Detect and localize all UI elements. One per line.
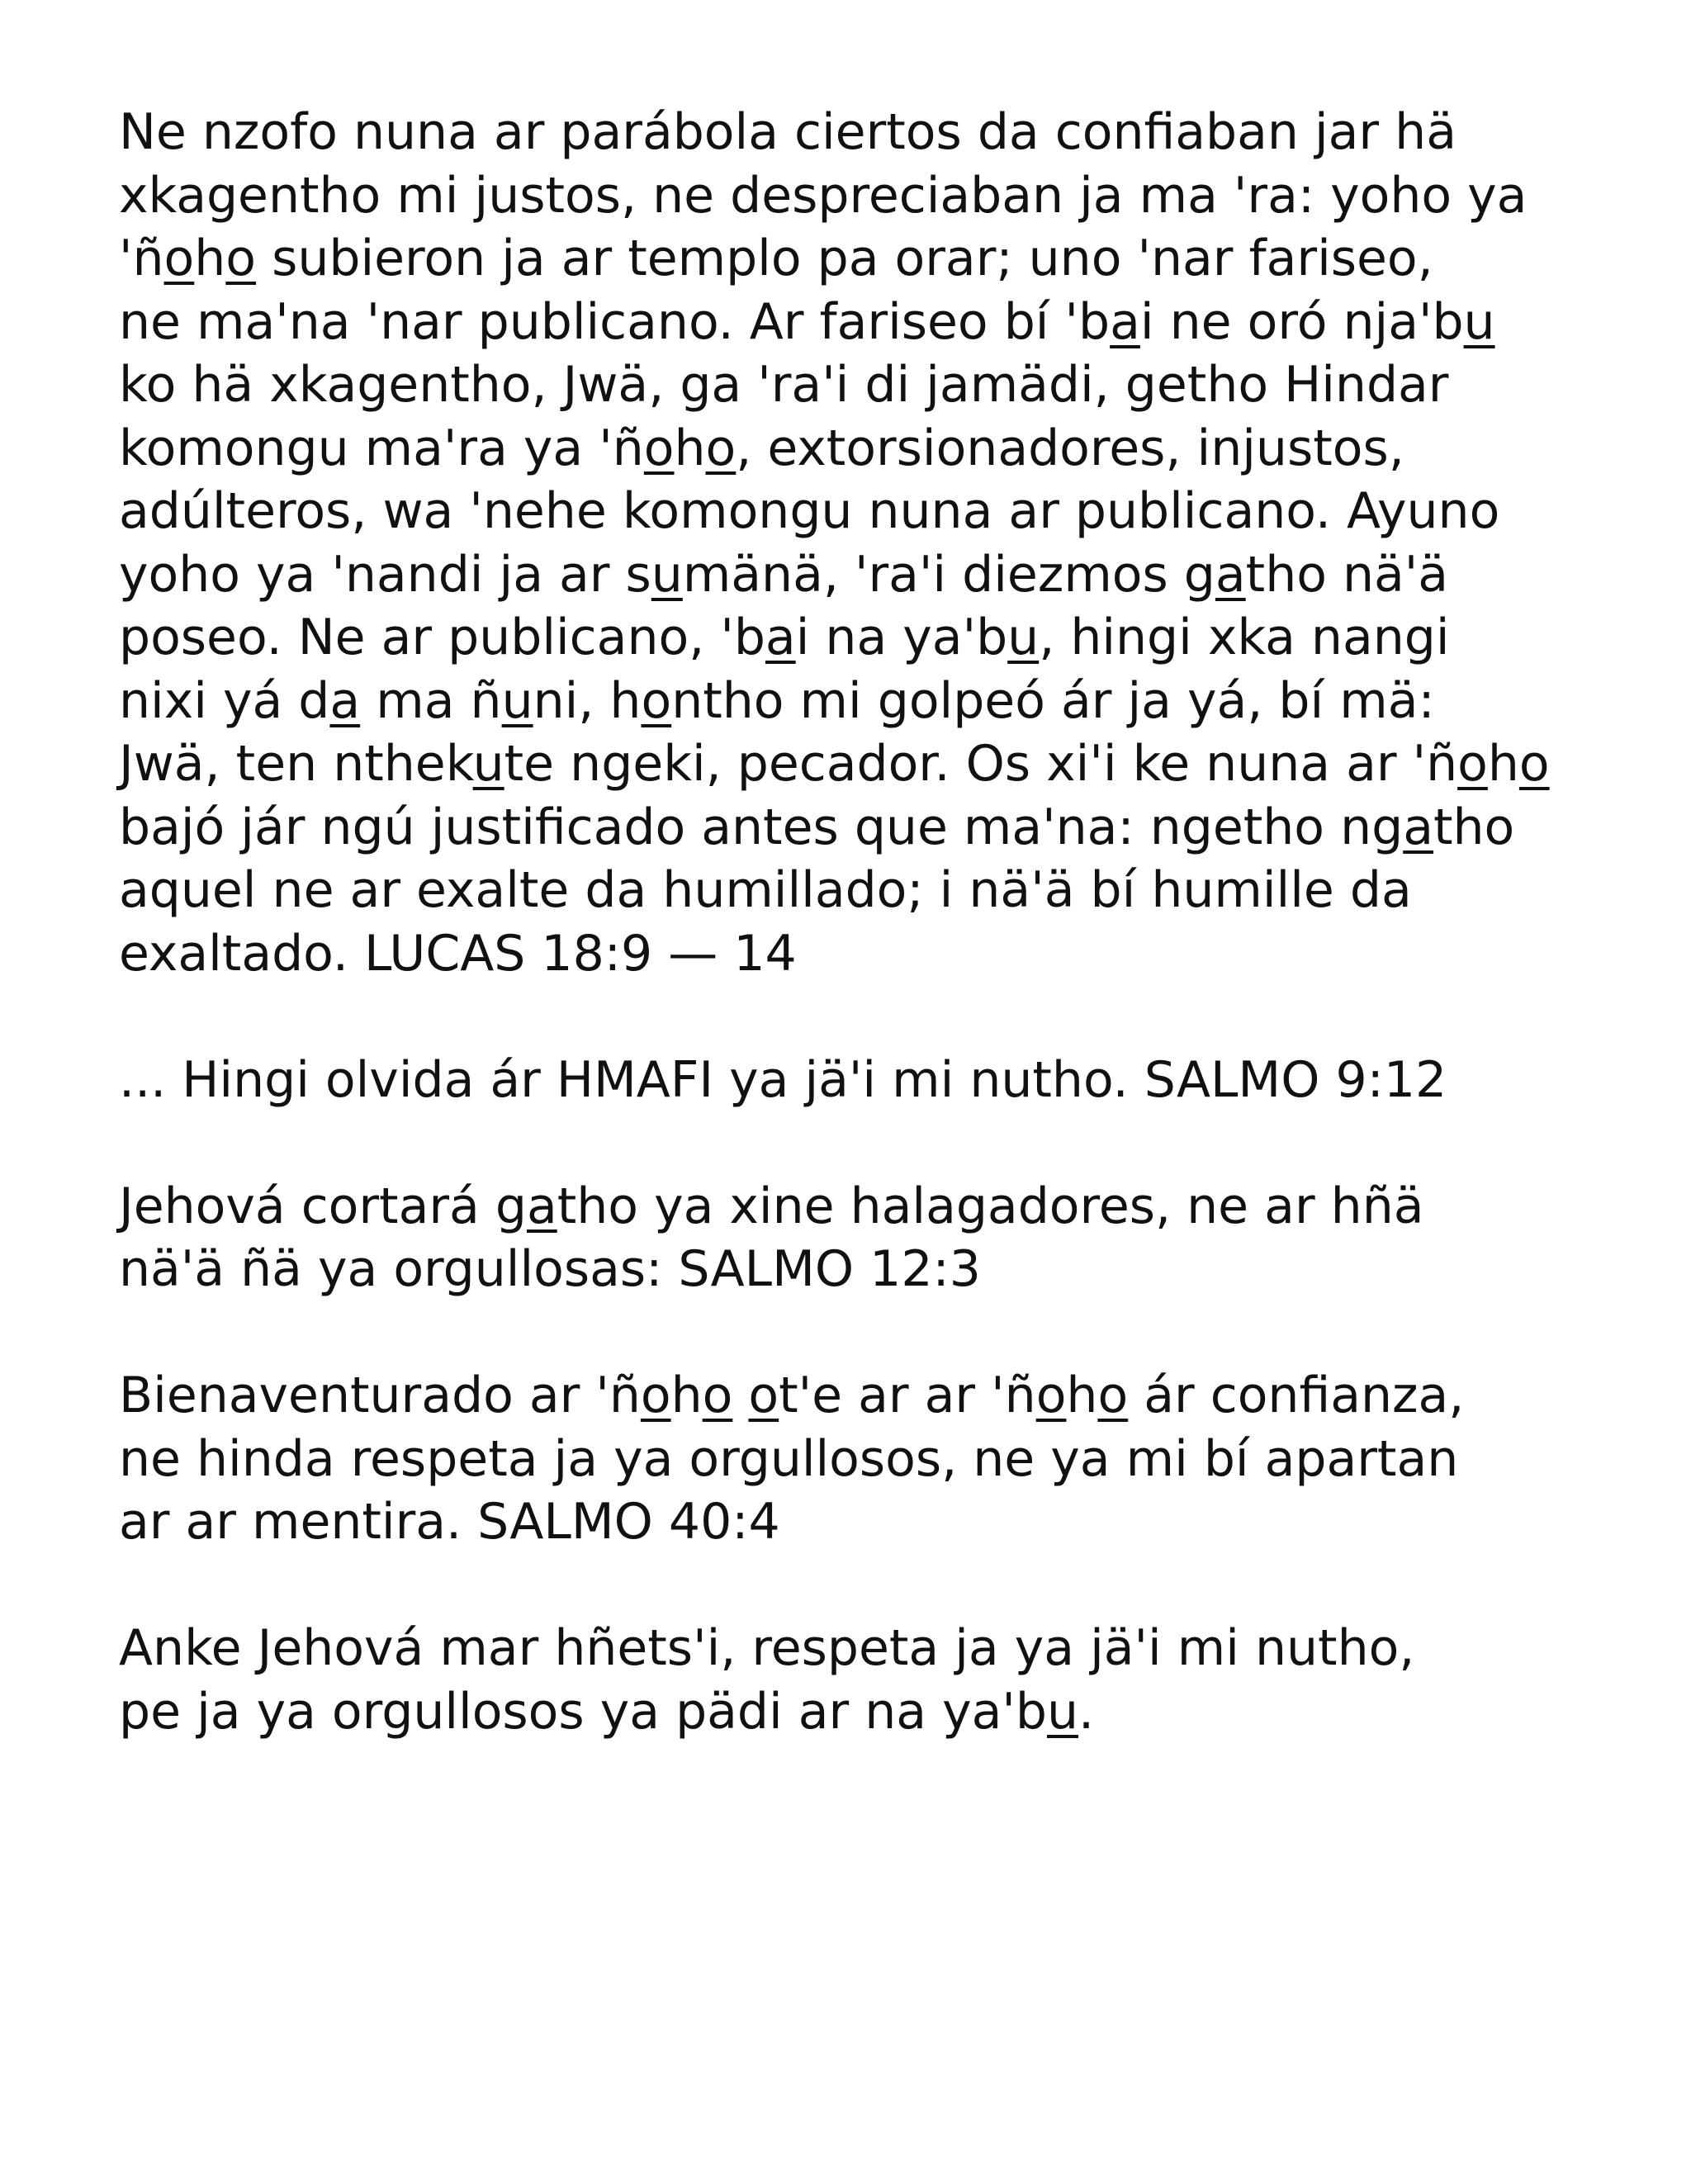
text-segment: subieron ja ar templo pa orar; uno 'nar fariseo, (256, 230, 1433, 287)
text-line (119, 1049, 1605, 1112)
underlined-letter: o (643, 419, 675, 477)
underlined-letter: a (329, 671, 361, 730)
text-segment: Bienaventurado ar 'ñ (119, 1367, 641, 1424)
text-segment: nixi yá d (119, 671, 330, 730)
text-segment: mänä, 'ra'i diezmos g (682, 545, 1215, 604)
text-segment: tho nä'ä (1245, 545, 1449, 604)
text-segment: tho ya xine halagadores, ne ar hñä (557, 1177, 1424, 1235)
underlined-letter: a (1110, 292, 1140, 351)
text-segment: ma ñ (360, 671, 502, 730)
underlined-letter: o (640, 1367, 671, 1424)
text-line (119, 227, 1605, 291)
text-line (119, 796, 1605, 860)
underlined-letter: a (1215, 545, 1246, 604)
text-line (119, 353, 1605, 417)
text-line (119, 543, 1605, 607)
text-segment: exaltado. LUCAS 18:9 — 14 (119, 924, 797, 983)
text-line (119, 922, 1605, 986)
text-segment: , hingi xka nangi (1039, 609, 1450, 666)
text-line (119, 1175, 1605, 1239)
text-segment: ne hinda respeta ja ya orgullosos, ne ya mi bí apartan (119, 1429, 1459, 1488)
underlined-letter: o (702, 1367, 733, 1424)
text-line (119, 1364, 1605, 1428)
text-segment: yoho ya 'nandi ja ar s (119, 545, 651, 604)
text-segment: h (670, 1367, 703, 1424)
underlined-letter: o (705, 419, 737, 477)
text-segment (732, 1367, 748, 1424)
underlined-letter: o (748, 1367, 779, 1424)
underlined-letter: a (526, 1177, 557, 1235)
text-line (119, 606, 1605, 670)
underlined-letter: o (163, 230, 195, 287)
text-segment: tho (1433, 798, 1515, 856)
underlined-letter: u (651, 545, 683, 604)
text-line (119, 1428, 1605, 1491)
text-segment: Anke Jehová mar hñets'i, respeta ja ya jä'i mi nutho, (119, 1619, 1415, 1677)
text-segment: te ngeki, pecador. Os xi'i ke nuna ar 'ñ (504, 735, 1458, 793)
paragraph-gap (119, 1554, 1605, 1618)
text-segment: bajó jár ngú justificado antes que ma'na: ngetho ng (119, 798, 1404, 856)
text-segment: ne ma'na 'nar publicano. Ar fariseo bí 'b (119, 292, 1111, 351)
text-segment: , extorsionadores, injustos, (736, 419, 1404, 477)
document-page (119, 101, 1605, 1743)
paragraph (119, 1364, 1605, 1554)
text-segment: i na ya'b (795, 609, 1008, 666)
text-line (119, 480, 1605, 543)
underlined-letter: u (501, 671, 533, 730)
text-segment: h (674, 419, 706, 477)
text-line (119, 732, 1605, 796)
text-segment: aquel ne ar exalte da humillado; i nä'ä bí humille da (119, 861, 1412, 919)
text-segment: Ne nzofo nuna ar parábola ciertos da confiaban jar hä (119, 103, 1457, 161)
text-segment: ko hä xkagentho, Jwä, ga 'ra'i di jamädi, getho Hindar (119, 356, 1449, 414)
text-segment: poseo. Ne ar publicano, 'b (119, 609, 765, 666)
text-segment: Jwä, ten nthek (119, 735, 473, 793)
text-line (119, 1238, 1605, 1301)
paragraph-gap (119, 1111, 1605, 1175)
underlined-letter: a (1403, 798, 1433, 856)
text-segment: h (1487, 735, 1519, 793)
text-line (119, 1490, 1605, 1554)
text-segment: ar ar mentira. SALMO 40:4 (119, 1493, 780, 1551)
paragraph (119, 101, 1605, 985)
text-segment: nä'ä ñä ya orgullosas: SALMO 12:3 (119, 1240, 981, 1298)
paragraph (119, 1049, 1605, 1112)
text-segment: h (194, 230, 226, 287)
underlined-letter: u (472, 735, 504, 793)
text-line (119, 1680, 1605, 1744)
underlined-letter: o (641, 671, 672, 730)
text-segment: Jehová cortará g (119, 1177, 527, 1235)
text-segment: adúlteros, wa 'nehe komongu nuna ar publicano. Ayuno (119, 482, 1500, 540)
paragraph (119, 1175, 1605, 1301)
text-line (119, 417, 1605, 481)
text-line (119, 164, 1605, 228)
underlined-letter: u (1463, 292, 1495, 351)
text-segment: ár confianza, (1128, 1367, 1465, 1424)
text-segment: 'ñ (119, 230, 164, 287)
text-segment: komongu ma'ra ya 'ñ (119, 419, 644, 477)
text-segment: t'e ar ar 'ñ (779, 1367, 1036, 1424)
text-segment: ... Hingi olvida ár HMAFI ya jä'i mi nutho. SALMO 9:12 (119, 1050, 1447, 1109)
underlined-letter: a (765, 609, 796, 666)
underlined-letter: u (1007, 609, 1040, 666)
underlined-letter: o (225, 230, 256, 287)
text-line (119, 859, 1605, 922)
underlined-letter: u (1046, 1682, 1079, 1741)
paragraph (119, 1617, 1605, 1743)
text-segment: h (1066, 1367, 1098, 1424)
text-line (119, 291, 1605, 354)
text-segment: . (1078, 1682, 1095, 1741)
text-segment: i ne oró nja'b (1139, 292, 1464, 351)
paragraph-gap (119, 985, 1605, 1049)
text-line (119, 101, 1605, 164)
text-segment: ni, h (533, 671, 642, 730)
text-line (119, 670, 1605, 733)
underlined-letter: o (1097, 1367, 1129, 1424)
paragraph-gap (119, 1301, 1605, 1365)
text-segment: xkagentho mi justos, ne despreciaban ja ma 'ra: yoho ya (119, 166, 1528, 225)
text-segment: ntho mi golpeó ár ja yá, bí mä: (671, 671, 1435, 730)
text-segment: pe ja ya orgullosos ya pädi ar na ya'b (119, 1682, 1047, 1741)
underlined-letter: o (1035, 1367, 1067, 1424)
text-line (119, 1617, 1605, 1680)
underlined-letter: o (1518, 735, 1550, 793)
underlined-letter: o (1457, 735, 1488, 793)
